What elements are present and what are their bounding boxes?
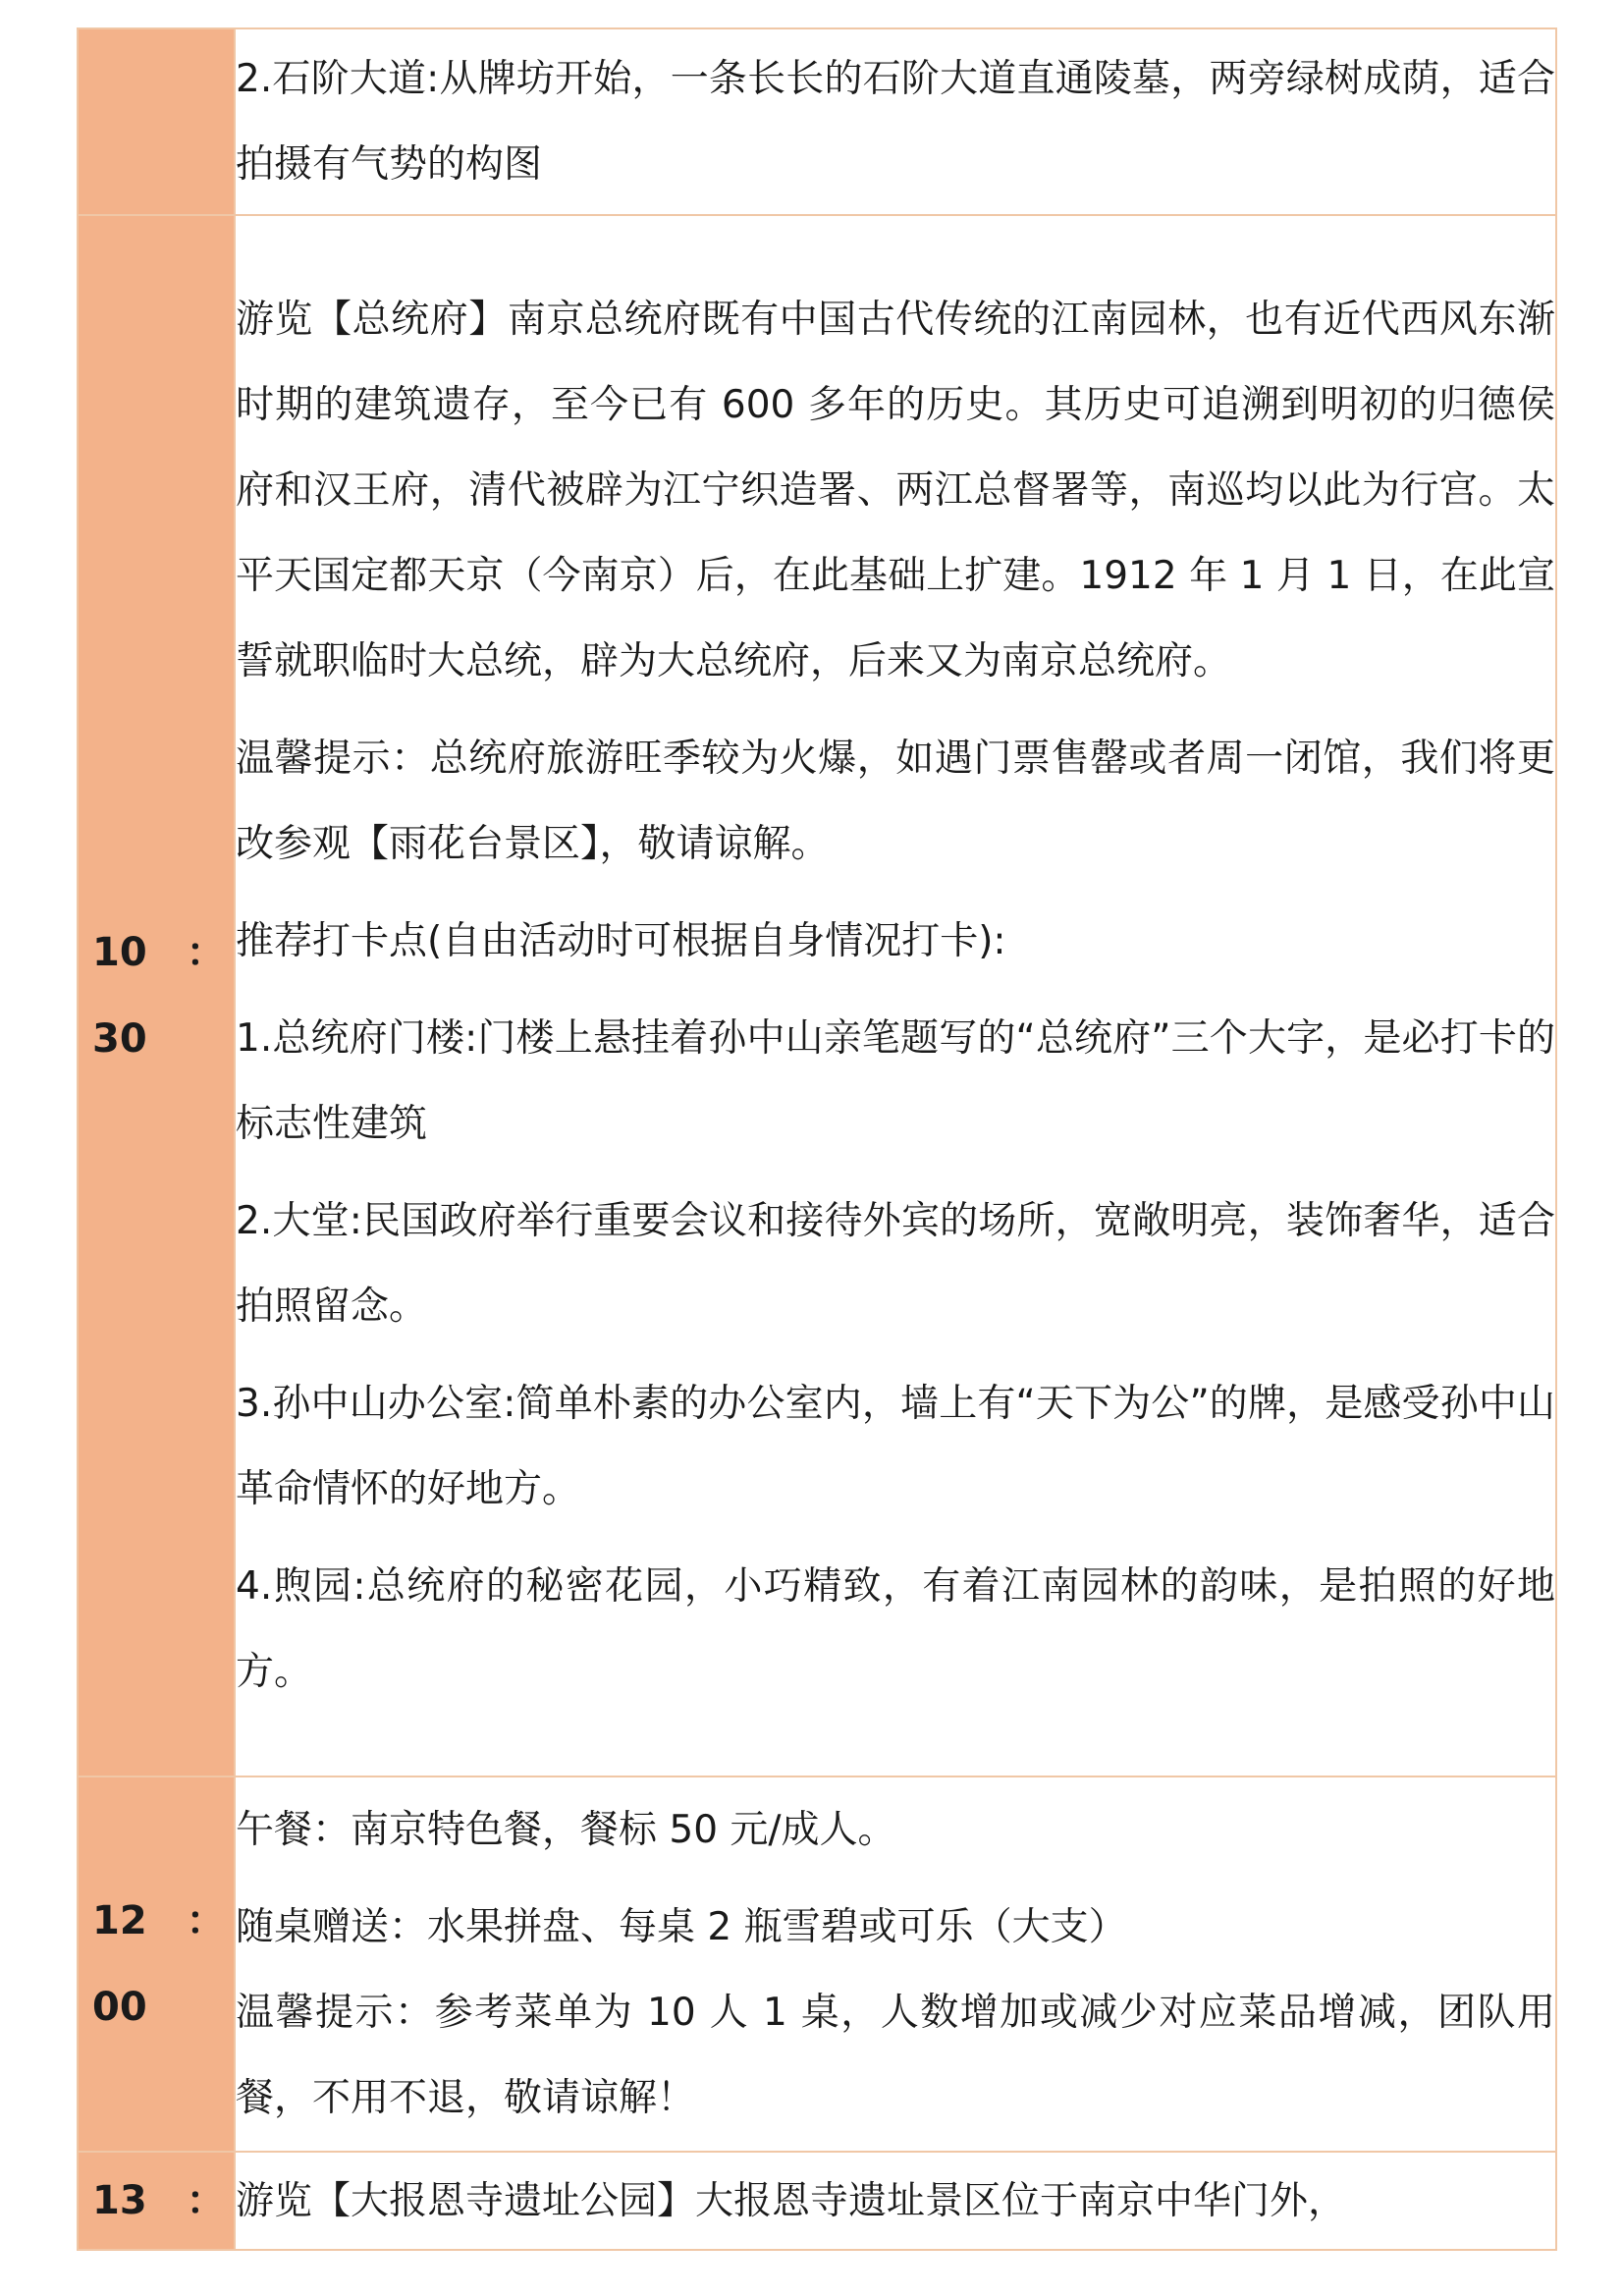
time-cell xyxy=(78,1777,235,2152)
paragraph: 4.煦园:总统府的秘密花园，小巧精致，有着江南园林的韵味，是拍照的好地方。 xyxy=(236,1564,1555,1694)
paragraph: 游览【大报恩寺遗址公园】大报恩寺遗址景区位于南京中华门外， xyxy=(236,2178,1347,2223)
time-cell xyxy=(78,28,235,215)
paragraph: 温馨提示：参考菜单为 10 人 1 桌，人数增加或减少对应菜品增减，团队用餐，不用不退，敬请谅解！ xyxy=(236,1991,1555,2120)
paragraph: 推荐打卡点(自由活动时可根据自身情况打卡): xyxy=(236,919,1006,963)
paragraph: 午餐：南京特色餐，餐标 50 元/成人。 xyxy=(236,1808,896,1852)
itinerary-row xyxy=(78,28,1556,215)
content-cell xyxy=(235,28,1556,215)
paragraph: 随桌赠送：水果拼盘、每桌 2 瓶雪碧或可乐（大支） xyxy=(236,1905,1127,1949)
paragraph: 1.总统府门楼:门楼上悬挂着孙中山亲笔题写的“总统府”三个大字，是必打卡的标志性建筑 xyxy=(236,1016,1555,1146)
time-label: 12 ： xyxy=(92,1898,226,1943)
paragraph: 3.孙中山办公室:简单朴素的办公室内，墙上有“天下为公”的牌，是感受孙中山革命情怀的好地方。 xyxy=(236,1382,1555,1511)
time-label: 10 ： xyxy=(92,930,226,975)
time-cell xyxy=(78,2152,235,2250)
paragraph: 2.石阶大道:从牌坊开始，一条长长的石阶大道直通陵墓，两旁绿树成荫，适合拍摄有气势的构图 xyxy=(236,57,1555,187)
time-label: 13 ： xyxy=(92,2178,226,2223)
time-cell xyxy=(78,215,235,1777)
itinerary-table xyxy=(77,27,1557,2251)
time-label: 00 xyxy=(92,1985,147,2030)
itinerary-row xyxy=(78,215,1556,1777)
content-cell xyxy=(235,1777,1556,2152)
itinerary-row xyxy=(78,2152,1556,2250)
paragraph: 游览【总统府】南京总统府既有中国古代传统的江南园林，也有近代西风东渐时期的建筑遗存，至今已有 600 多年的历史。其历史可追溯到明初的归德侯府和汉王府，清代被辟为江宁织造署、两江总督署等，南巡均以此为行宫。太平天国定都天京（今南京）后，在此基础上扩建。1912 年 1 月 1 日，在此宣誓就职临时大总统，辟为大总统府，后来又为南京总统府。 xyxy=(236,298,1555,683)
content-cell xyxy=(235,2152,1556,2250)
paragraph: 2.大堂:民国政府举行重要会议和接待外宾的场所，宽敞明亮，装饰奢华，适合拍照留念。 xyxy=(236,1199,1555,1329)
content-cell xyxy=(235,215,1556,1777)
itinerary-row xyxy=(78,1777,1556,2152)
time-label: 30 xyxy=(92,1016,147,1062)
paragraph: 温馨提示：总统府旅游旺季较为火爆，如遇门票售罄或者周一闭馆，我们将更改参观【雨花台景区】，敬请谅解。 xyxy=(236,737,1555,866)
